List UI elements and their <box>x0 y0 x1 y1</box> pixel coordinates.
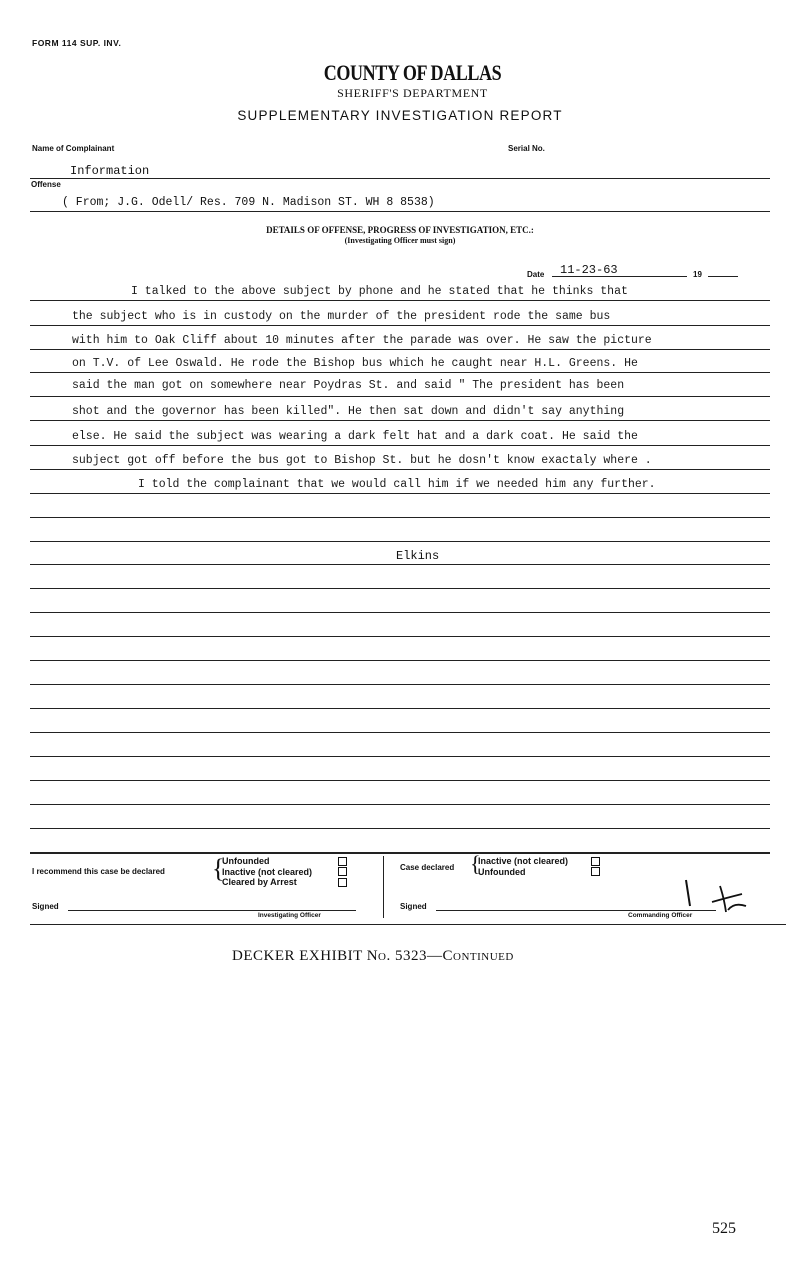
option-right-unfounded: Unfounded <box>478 866 526 877</box>
recommend-label: I recommend this case be declared <box>32 867 165 876</box>
narrative-line-9: I told the complainant that we would call him if we needed him any further. <box>138 478 656 491</box>
narrative-line-4: on T.V. of Lee Oswald. He rode the Bishop bus which he caught near H.L. Greens. He <box>72 357 638 370</box>
case-declared-label: Case declared <box>400 863 455 872</box>
form-code: FORM 114 SUP. INV. <box>32 38 122 48</box>
county-title: COUNTY OF DALLAS <box>323 60 502 85</box>
handwritten-mark-icon <box>676 872 756 932</box>
options-left <box>222 856 312 888</box>
report-header <box>0 60 800 100</box>
details-heading: DETAILS OF OFFENSE, PROGRESS OF INVESTIGATION, ETC.: <box>266 225 534 235</box>
offense-label: Offense <box>31 180 61 189</box>
officer-signature: Elkins <box>396 549 440 563</box>
option-inactive: Inactive (not cleared) <box>222 866 313 877</box>
option-unfounded: Unfounded <box>222 856 270 866</box>
serial-label: Serial No. <box>508 144 545 153</box>
right-brace: { <box>470 851 481 876</box>
narrative-line-1: I talked to the above subject by phone and he stated that he thinks that <box>131 285 628 298</box>
narrative-line-8: subject got off before the bus got to Bishop St. but he dosn't know exactaly where . <box>72 454 652 467</box>
narrative-line-2: the subject who is in custody on the murder of the president rode the same bus <box>72 310 611 323</box>
checkbox-right-unfounded[interactable] <box>591 867 600 876</box>
offense-value: Information <box>70 164 150 178</box>
narrative-line-3: with him to Oak Cliff about 10 minutes after the parade was over. He saw the picture <box>72 334 652 347</box>
right-checkboxes <box>585 856 600 877</box>
left-brace: { <box>212 854 225 883</box>
from-line: ( From; J.G. Odell/ Res. 709 N. Madison ST. WH 8 8538) <box>62 196 435 209</box>
narrative-line-6: shot and the governor has been killed". He then sat down and didn't say anything <box>72 405 625 418</box>
investigating-officer-label: Investigating Officer <box>258 912 321 919</box>
date-value: 11-23-63 <box>560 263 618 277</box>
option-right-inactive: Inactive (not cleared) <box>478 856 569 866</box>
commanding-officer-label: Commanding Officer <box>628 912 693 919</box>
narrative-line-5: said the man got on somewhere near Poydras St. and said " The president has been <box>72 379 625 392</box>
checkbox-unfounded[interactable] <box>338 857 347 866</box>
exhibit-caption: DECKER EXHIBIT No. 5323—Continued <box>232 948 514 964</box>
date-label: Date <box>527 270 545 279</box>
checkbox-inactive[interactable] <box>338 867 347 876</box>
year-prefix: 19 <box>693 270 702 279</box>
report-title: SUPPLEMENTARY INVESTIGATION REPORT <box>237 108 563 123</box>
checkbox-right-inactive[interactable] <box>591 857 600 866</box>
option-cleared: Cleared by Arrest <box>222 877 297 887</box>
page-number: 525 <box>712 1220 736 1237</box>
department-title: SHERIFF'S DEPARTMENT <box>337 86 488 100</box>
checkbox-cleared[interactable] <box>338 878 347 887</box>
complainant-label: Name of Complainant <box>32 144 115 153</box>
left-checkboxes <box>332 856 347 888</box>
signed-label-left: Signed <box>32 902 59 911</box>
details-subheading: (Investigating Officer must sign) <box>344 236 456 245</box>
narrative-line-7: else. He said the subject was wearing a dark felt hat and a dark coat. He said the <box>72 430 638 443</box>
signed-label-right: Signed <box>400 902 427 911</box>
options-right <box>478 856 568 877</box>
